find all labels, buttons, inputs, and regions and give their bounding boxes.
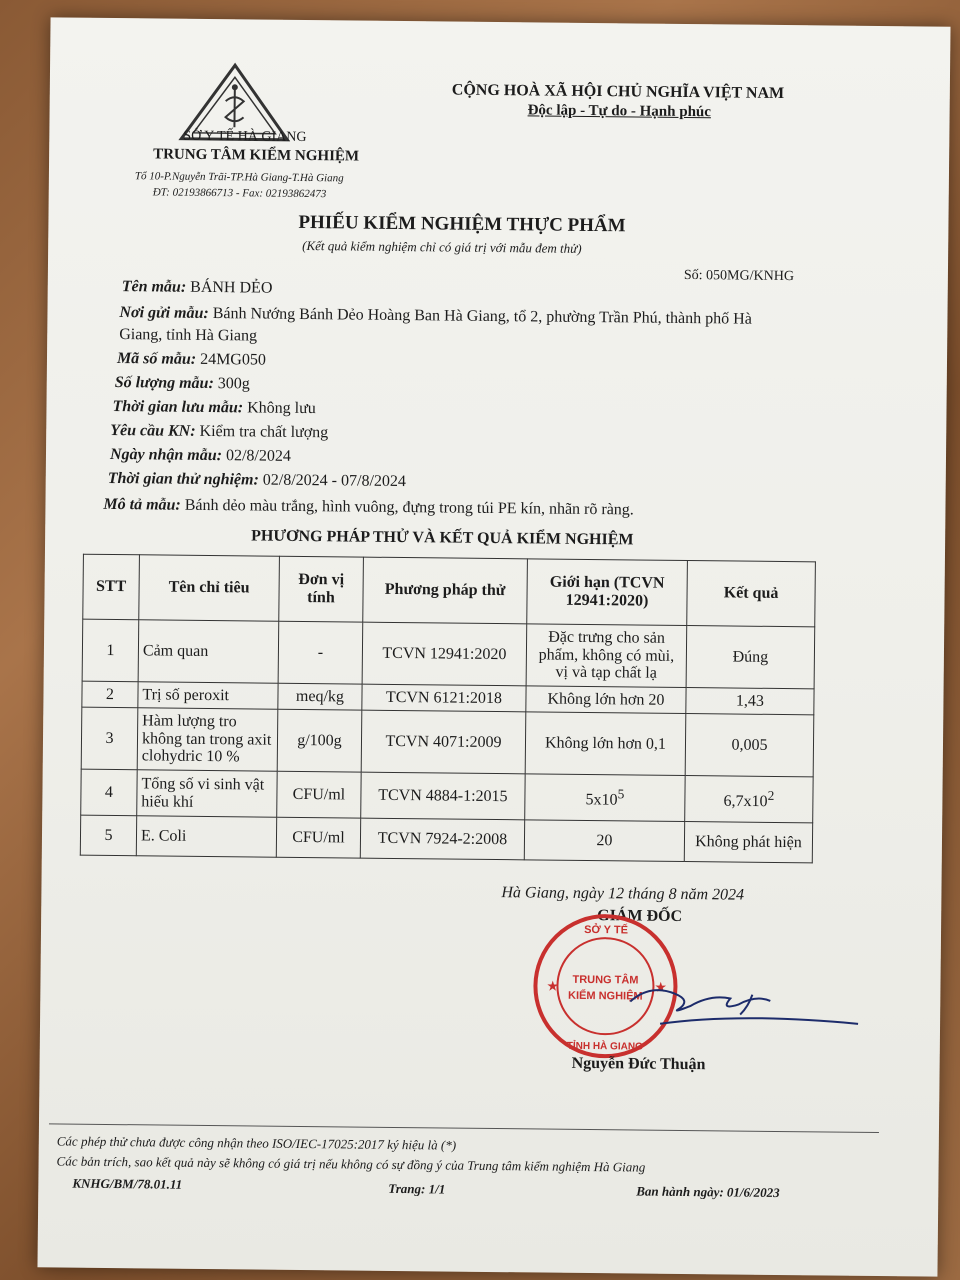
table-cell: CFU/ml xyxy=(276,817,360,858)
table-cell: 3 xyxy=(81,707,138,770)
column-header: Phương pháp thử xyxy=(363,557,528,624)
table-header-row xyxy=(83,554,816,627)
column-header: Giới hạn (TCVN 12941:2020) xyxy=(527,559,688,626)
document-title: PHIẾU KIỂM NGHIỆM THỰC PHẨM xyxy=(298,211,626,237)
signing-place-date: Hà Giang, ngày 12 tháng 8 năm 2024 xyxy=(501,884,745,904)
field-description xyxy=(103,496,634,520)
table-cell xyxy=(525,774,685,822)
department-name: SỞ Y TẾ HÀ GIANG xyxy=(183,128,307,146)
limit-base: 5x10 xyxy=(585,790,618,809)
results-table xyxy=(80,554,816,864)
table-cell: Hàm lượng tro không tan trong axit clohydric 10 % xyxy=(137,708,278,771)
table-cell: Đặc trưng cho sản phẩm, không có mùi, vị và tạp chất lạ xyxy=(526,624,687,688)
svg-text:★: ★ xyxy=(546,979,560,995)
field-label: Thời gian thử nghiệm: xyxy=(107,469,259,489)
column-header: Tên chỉ tiêu xyxy=(139,555,280,621)
document-subtitle: (Kết quả kiểm nghiệm chỉ có giá trị với mẫu đem thử) xyxy=(302,237,582,256)
field-value: BÁNH DẺO xyxy=(190,278,273,297)
field-sample-quantity xyxy=(115,374,250,393)
field-label: Số lượng mẫu: xyxy=(114,374,214,393)
table-cell: Không phát hiện xyxy=(684,822,812,863)
table-cell: - xyxy=(278,621,363,684)
table-cell: 2 xyxy=(82,681,138,708)
table-cell: TCVN 4071:2009 xyxy=(361,710,526,774)
table-row xyxy=(80,815,812,863)
footer-issue-date: Ban hành ngày: 01/6/2023 xyxy=(636,1183,780,1201)
svg-text:TỈNH HÀ GIANG: TỈNH HÀ GIANG xyxy=(566,1040,643,1053)
field-value: Kiểm tra chất lượng xyxy=(199,422,329,442)
table-cell: Đúng xyxy=(686,626,815,689)
table-title: PHƯƠNG PHÁP THỬ VÀ KẾT QUẢ KIỂM NGHIỆM xyxy=(251,527,634,549)
nation-name: CỘNG HOÀ XÃ HỘI CHỦ NGHĨA VIỆT NAM xyxy=(451,81,785,103)
footer-divider xyxy=(49,1123,879,1133)
table-cell: TCVN 7924-2:2008 xyxy=(360,818,524,860)
footer-form-code: KNHG/BM/78.01.11 xyxy=(72,1175,183,1192)
field-test-period xyxy=(108,470,406,491)
signer-position: GIÁM ĐỐC xyxy=(597,907,683,925)
table-cell: g/100g xyxy=(277,709,362,772)
column-header: Đơn vị tính xyxy=(279,556,364,622)
table-cell: 5 xyxy=(80,815,136,856)
field-value: Bánh Nướng Bánh Dẻo Hoàng Ban Hà Giang, tổ 2, phường Trần Phú, thành phố Hà xyxy=(212,305,752,328)
table-cell: Không lớn hơn 20 xyxy=(526,686,686,714)
field-value: 24MG050 xyxy=(200,350,266,369)
result-base: 6,7x10 xyxy=(723,792,768,810)
field-sender-cont: Giang, tỉnh Hà Giang xyxy=(119,326,258,345)
field-value: Không lưu xyxy=(247,399,316,418)
table-cell: E. Coli xyxy=(136,816,276,857)
field-label: Yêu cầu KN: xyxy=(110,421,196,440)
footer-note-accreditation: Các phép thử chưa được công nhận theo ISO/IEC-17025:2017 ký hiệu là (*) xyxy=(56,1133,457,1153)
table-cell: Cảm quan xyxy=(138,620,279,683)
field-value: 300g xyxy=(217,375,250,393)
field-retention xyxy=(112,398,316,418)
center-address: Tổ 10-P.Nguyễn Trãi-TP.Hà Giang-T.Hà Giang xyxy=(134,170,344,185)
limit-exponent: 5 xyxy=(617,785,625,801)
column-header: STT xyxy=(83,554,140,620)
field-sender xyxy=(119,304,752,329)
table-cell: TCVN 4884-1:2015 xyxy=(361,772,525,820)
document-page xyxy=(37,17,950,1276)
field-request xyxy=(110,422,328,442)
nation-motto: Độc lập - Tự do - Hạnh phúc xyxy=(527,102,712,121)
table-cell: Tổng số vi sinh vật hiếu khí xyxy=(137,770,277,817)
table-cell: 1,43 xyxy=(686,688,814,715)
column-header: Kết quả xyxy=(687,561,816,627)
field-sample-name xyxy=(122,278,273,298)
document-number: Số: 050MG/KNHG xyxy=(683,267,795,285)
center-name: TRUNG TÂM KIỂM NGHIỆM xyxy=(153,146,360,165)
center-phone-fax: ĐT: 02193866713 - Fax: 02193862473 xyxy=(152,186,327,201)
table-cell xyxy=(685,776,813,823)
svg-text:KIỂM NGHIỆM: KIỂM NGHIỆM xyxy=(568,989,643,1003)
field-label: Thời gian lưu mẫu: xyxy=(112,397,244,417)
field-value: 02/8/2024 xyxy=(225,447,291,465)
footer-page-number: Trang: 1/1 xyxy=(388,1180,446,1197)
field-label: Tên mẫu: xyxy=(121,278,187,296)
table-cell: TCVN 6121:2018 xyxy=(362,684,526,712)
table-cell: Không lớn hơn 0,1 xyxy=(525,712,686,776)
table-cell: 0,005 xyxy=(685,714,814,777)
svg-text:SỞ Y TẾ: SỞ Y TẾ xyxy=(584,923,629,937)
table-row xyxy=(81,707,814,777)
field-label: Mô tả mẫu: xyxy=(103,495,181,514)
field-value: 02/8/2024 - 07/8/2024 xyxy=(262,471,407,491)
handwritten-signature xyxy=(620,963,861,1046)
field-value: Bánh dẻo màu trắng, hình vuông, đựng trong túi PE kín, nhãn rõ ràng. xyxy=(184,496,634,519)
table-cell: 4 xyxy=(81,769,137,816)
table-row xyxy=(81,769,813,823)
field-received-date xyxy=(110,446,291,466)
result-exponent: 2 xyxy=(767,787,775,803)
table-row xyxy=(82,619,815,689)
svg-text:TRUNG TÂM: TRUNG TÂM xyxy=(572,973,639,987)
table-cell: CFU/ml xyxy=(277,771,361,818)
table-cell: 20 xyxy=(524,820,684,862)
table-cell: Trị số peroxit xyxy=(138,682,278,709)
table-cell: meq/kg xyxy=(278,683,362,710)
field-sample-code xyxy=(117,350,266,370)
field-label: Nơi gửi mẫu: xyxy=(119,304,209,322)
table-cell: 1 xyxy=(82,619,139,682)
field-label: Ngày nhận mẫu: xyxy=(109,445,223,465)
footer-note-copy: Các bản trích, sao kết quả này sẽ không có giá trị nếu không có sự đồng ý của Trung tâm kiểm nghiệm Hà Giang xyxy=(56,1153,646,1175)
svg-text:★: ★ xyxy=(654,980,668,996)
field-label: Mã số mẫu: xyxy=(116,350,197,368)
table-cell: TCVN 12941:2020 xyxy=(362,622,527,686)
signer-name: Nguyễn Đức Thuận xyxy=(571,1054,706,1074)
